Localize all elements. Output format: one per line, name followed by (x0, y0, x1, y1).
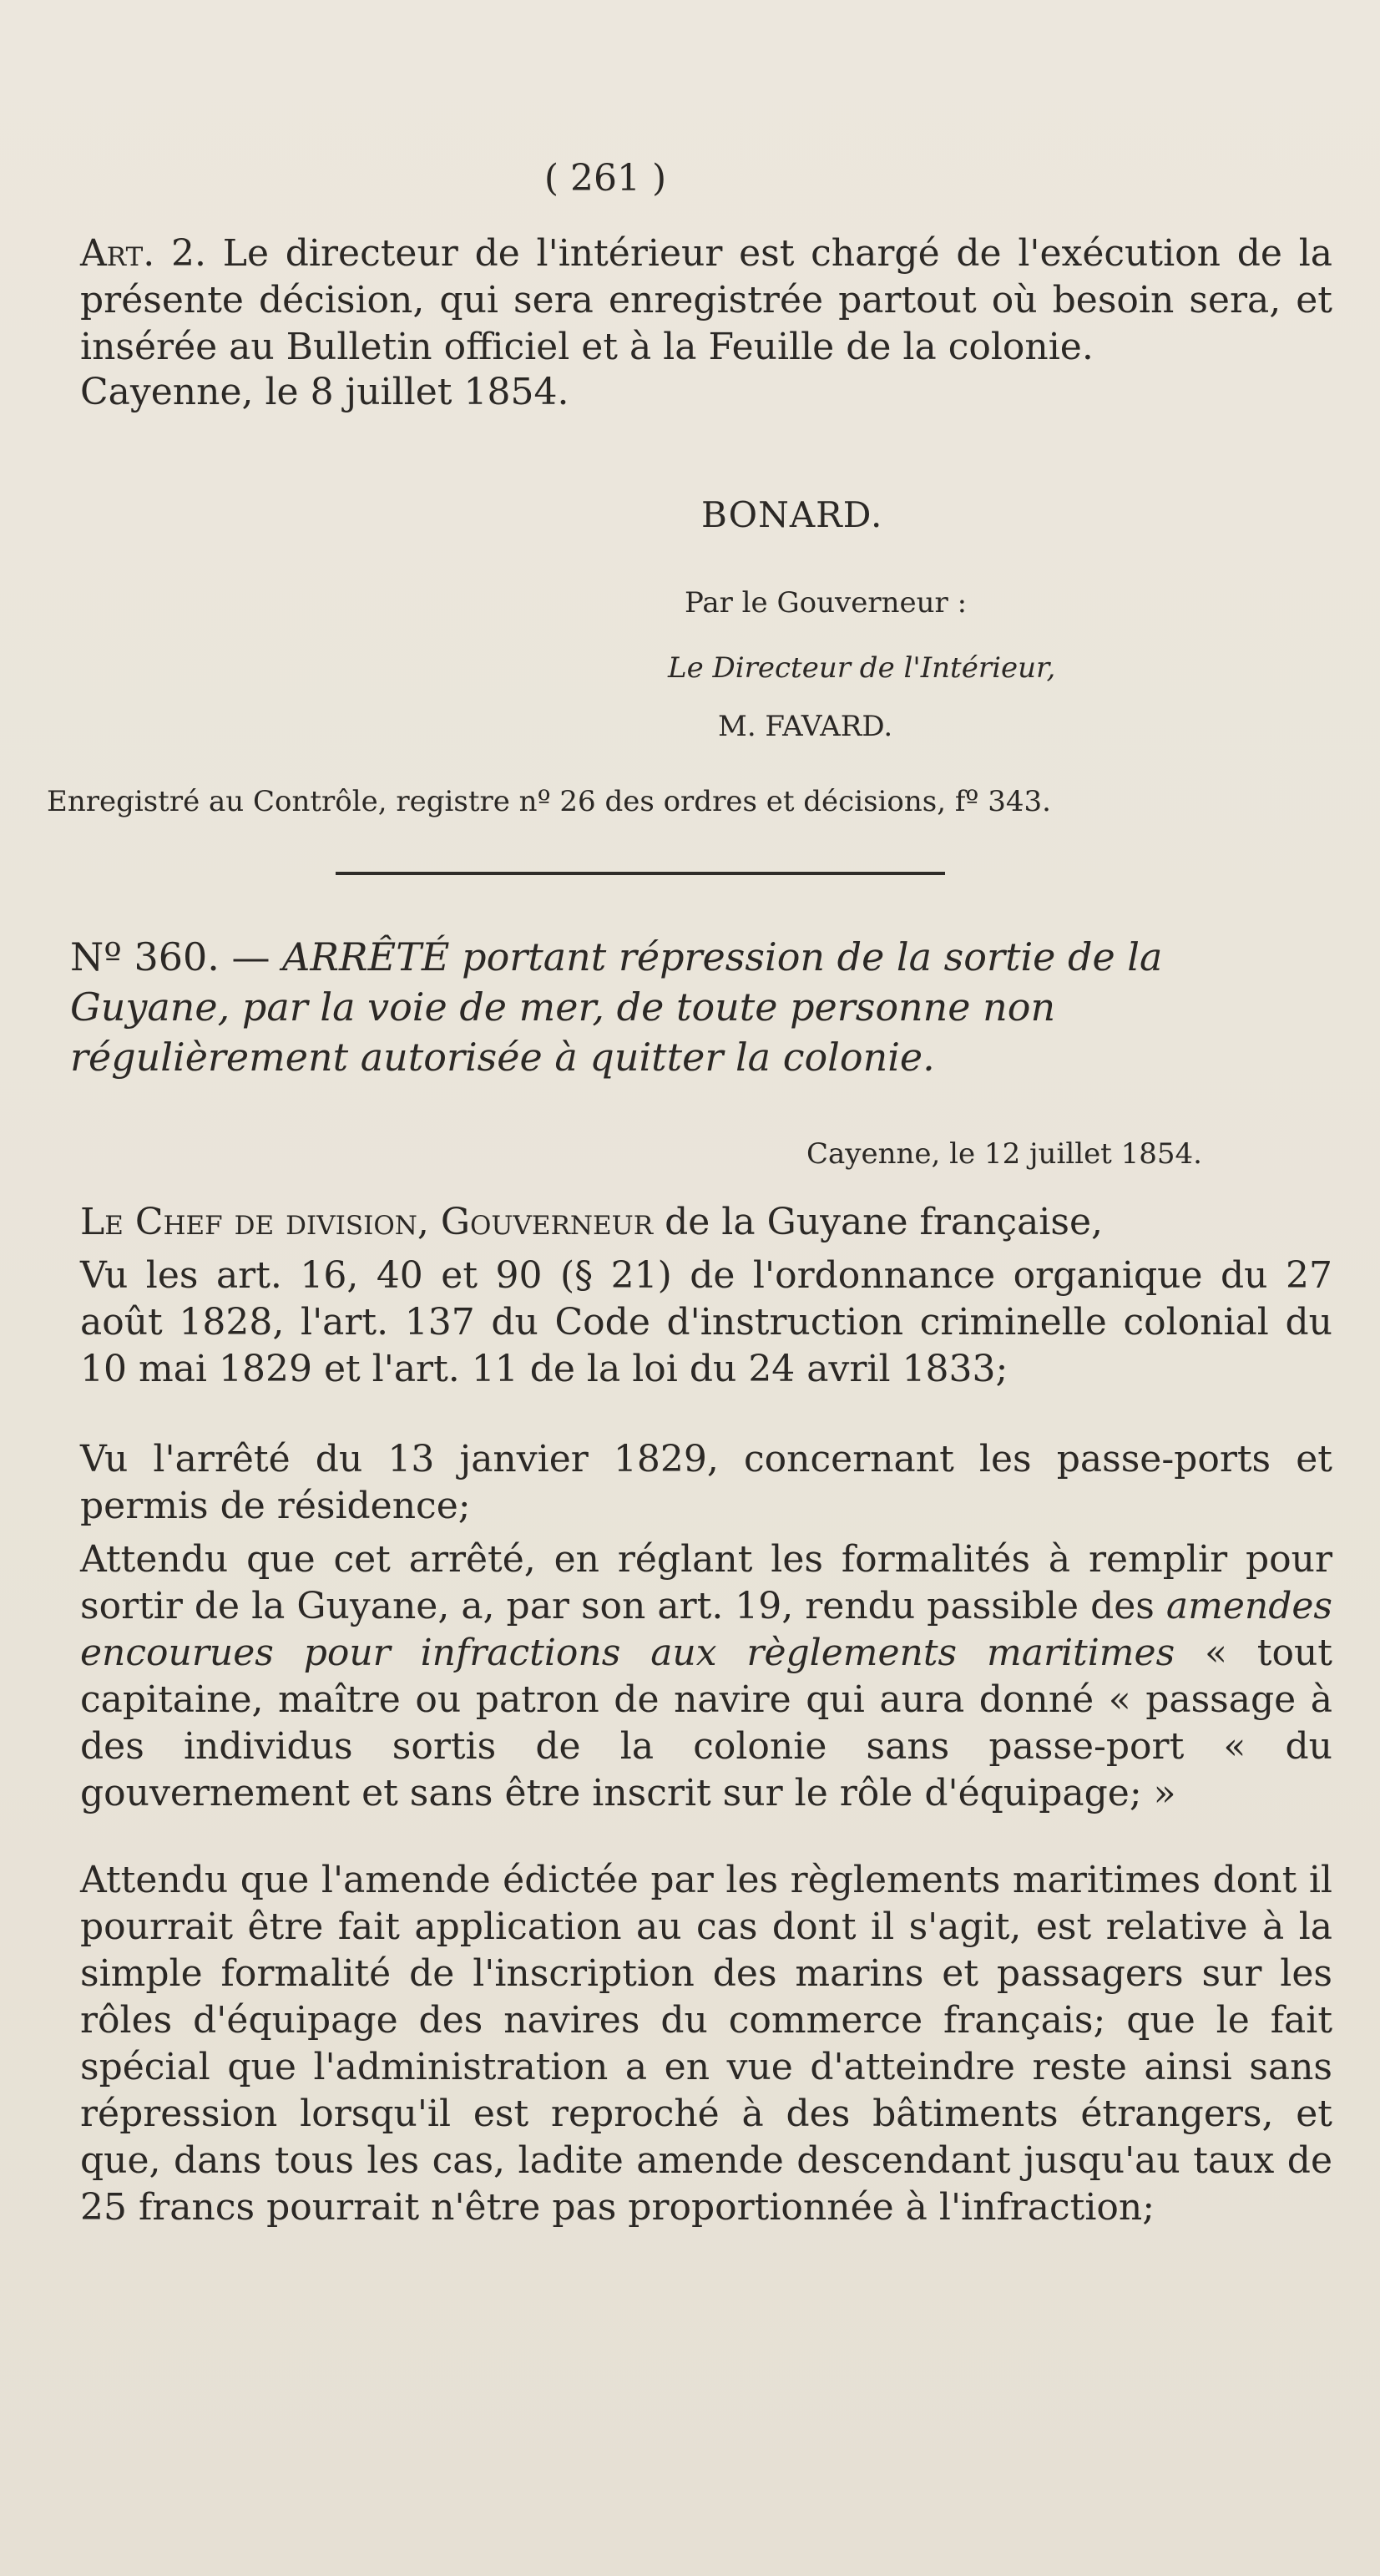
arrete-heading (80, 1199, 1332, 1246)
paragraph-vu-1: Vu les art. 16, 40 et 90 (§ 21) de l'ordonnance organique du 27 août 1828, l'art. 137 du Code d'instruction criminelle colonial du 10 mai 1829 et l'art. 11 de la loi du 24 avril 1833; (80, 1254, 1332, 1390)
article-text: Le directeur de l'intérieur est chargé de l'exécution de la présente décision, qui sera enregistrée partout où besoin sera, et insérée au Bulletin officiel et à la Feuille de la colonie. (80, 232, 1332, 368)
signature-by: Par le Gouverneur : (685, 586, 968, 620)
attendu-1-part-a: Attendu que cet arrêté, en réglant les formalités à remplir pour sortir de la Guyane, a, par son art. 19, rendu passible des (80, 1538, 1332, 1627)
attendu-1-part-b: « tout capitaine, maître ou patron de navire qui aura donné « passage à des individus sortis de la colonie sans passe-port « du gouvernement et sans être inscrit sur le rôle d'équipage; » (80, 1632, 1332, 1814)
section-divider (336, 872, 945, 875)
heading-rest: de la Guyane française, (653, 1201, 1103, 1243)
paragraph-vu-2: Vu l'arrêté du 13 janvier 1829, concernant les passe-ports et permis de résidence; (80, 1438, 1332, 1527)
article-label: Art. 2. (80, 232, 206, 275)
arrete-title-text: ARRÊTÉ portant répression de la sortie de la Guyane, par la voie de mer, de toute personne non régulièrement autorisée à quitter la colonie. (70, 934, 1163, 1080)
attendu-1-italic: amendes encourues pour infractions aux règlements maritimes (80, 1585, 1332, 1674)
arrete-number: Nº 360. — (70, 934, 270, 979)
arrete-date: Cayenne, le 12 juillet 1854. (806, 1137, 1202, 1171)
signature-director: M. FAVARD. (718, 710, 893, 743)
signature-name: BONARD. (701, 494, 883, 535)
place-date-decision: Cayenne, le 8 juillet 1854. (80, 371, 569, 413)
page-number: ( 261 ) (543, 157, 667, 200)
registration-note: Enregistré au Contrôle, registre nº 26 des ordres et décisions, fº 343. (47, 785, 1051, 818)
article-2 (80, 230, 1332, 371)
signature-role: Le Directeur de l'Intérieur, (668, 651, 1056, 685)
heading-title: Le Chef de division, Gouverneur (80, 1201, 654, 1243)
paragraph-attendu-2: Attendu que l'amende édictée par les règlements maritimes dont il pourrait être fait application au cas dont il s'agit, est relative à la simple formalité de l'inscription des marins et passagers sur les rôles d'équipage des navires du commerce français; que le fait spécial que l'administration a en vue d'atteindre reste ainsi sans répression lorsqu'il est reproché à des bâtiments étrangers, et que, dans tous les cas, ladite amende descendant jusqu'au taux de 25 francs pourrait n'être pas proportionnée à l'infraction; (80, 1859, 1332, 2229)
arrete-title (70, 932, 1322, 1082)
paragraph-attendu-1 (80, 1536, 1332, 1817)
